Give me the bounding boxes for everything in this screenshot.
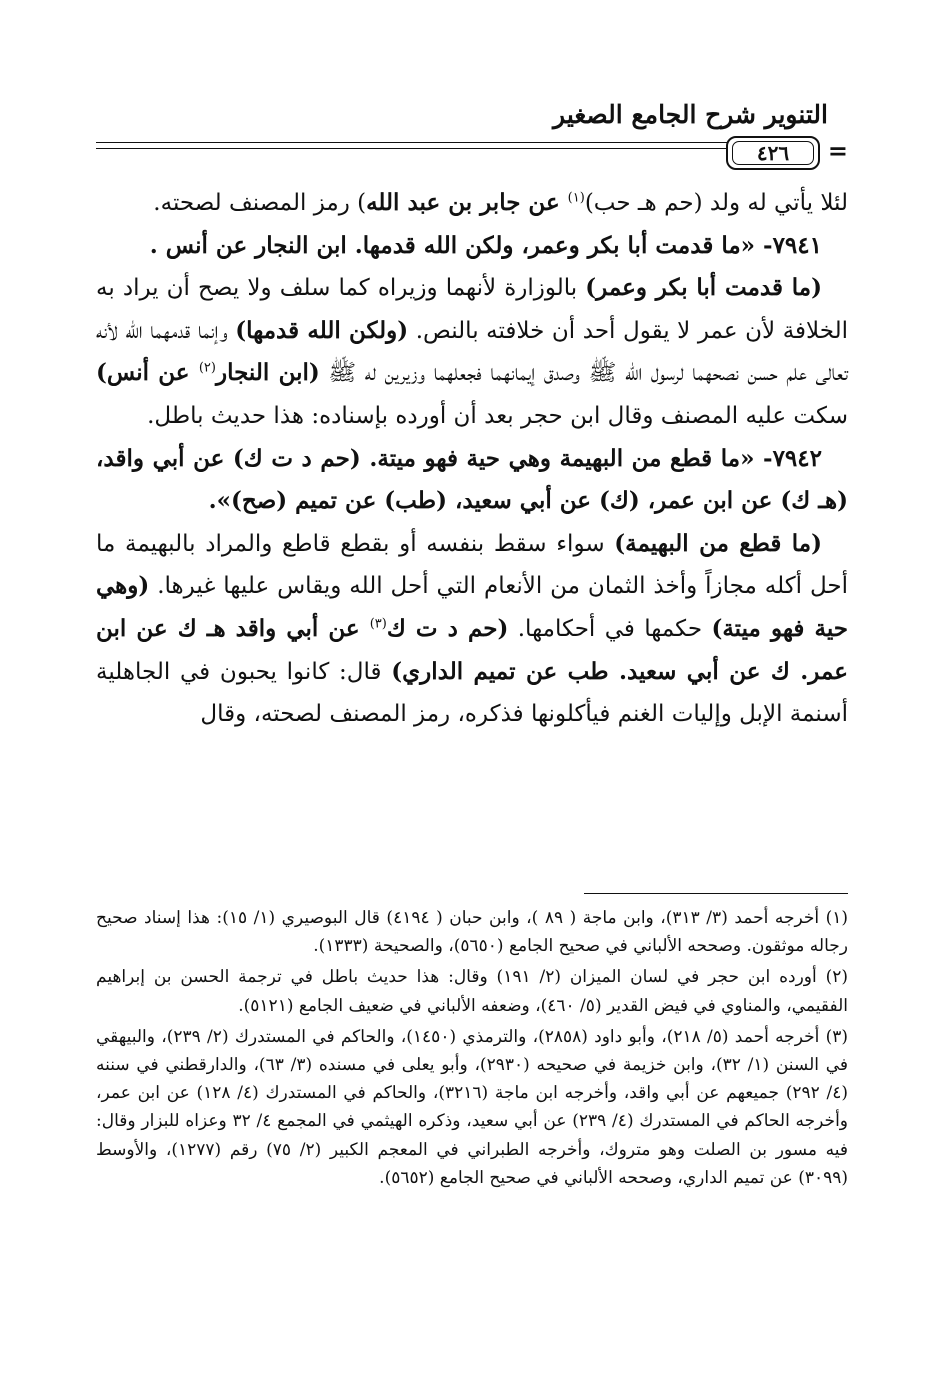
footnote-2 xyxy=(96,963,848,1019)
commentary-7941-text-2: وإنما قدمهما الله لأنه تعالى علم حسن نصحهما لرسول الله ﷺ وصدق إيمانهما فجعلهما وزيرين له ﷺ xyxy=(96,317,848,387)
commentary-7942-source: (حم د ت ك xyxy=(386,614,509,642)
footnote-3-text: أخرجه أحمد (٥/ ٢١٨)، وأبو داود (٢٨٥٨)، والترمذي (١٤٥٠)، والحاكم في المستدرك (٢/ ٢٣٩)، والبيهقي في السنن (١/ ٣٢)، وابن خزيمة في صحيحه (٢٩٣٠)، وأبو يعلى في مسنده (٣/ ٦٣)، والدارقطني في سننه (٤/ ٢٩٢) جميعهم عن أبي واقد، وأخرجه ابن ماجة (٣٢١٦)، والحاكم في المستدرك (٤/ ١٢٨) عن ابن عمر، وأخرجه الحاكم في المستدرك (٤/ ٢٣٩) عن أبي سعيد، وذكره الهيثمي في المجمع ٤/ ٣٢ وعزاه للبزار وقال: فيه مسور بن الصلت وهو متروك، وأخرجه الطبراني في المعجم الكبير (٢/ ٧٥) رقم (١٢٧٧)، والأوسط (٣٠٩٩) عن تميم الداري، وصححه الألباني في صحيح الجامع (٥٦٥٢). xyxy=(96,1026,849,1188)
intro-text: لئلا يأتي له ولد (حم هـ حب) xyxy=(584,190,848,216)
paragraph-intro xyxy=(96,182,848,225)
commentary-7942-quote-1: (ما قطع من البهيمة) xyxy=(614,529,822,557)
hadith-7941: ٧٩٤١- «ما قدمت أبا بكر وعمر، ولكن الله قدمها. ابن النجار عن أنس . xyxy=(149,231,822,259)
commentary-7941-source: (ابن النجار xyxy=(215,359,320,387)
commentary-7941-text-1: بالوزارة لأنهما وزيراه كما سلف ولا يصح أن يراد به الخلافة لأن عمر لا يقول أحد أن خلافته بالنص. xyxy=(96,275,848,344)
footnote-1-number: (١) xyxy=(825,908,848,928)
commentary-7941-text-3: سكت عليه المصنف وقال ابن حجر بعد أن أورده بإسناده: هذا حديث باطل. xyxy=(147,402,848,429)
commentary-7942 xyxy=(96,523,848,736)
header-ornament: = xyxy=(827,136,848,165)
footnote-divider xyxy=(584,893,848,894)
footnote-1-text: أخرجه أحمد (٣/ ٣١٣)، وابن ماجة ( ٨٩ )، وابن حبان ( ٤١٩٤) قال البوصيري (١/ ١٥): هذا إسناد صحيح رجاله موثقون. وصححه الألباني في صحيح الجامع (٥٦٥٠)، والصحيحة (١٣٣٣). xyxy=(96,908,848,957)
header-rule-top xyxy=(96,142,732,143)
footnote-2-text: أورده ابن حجر في لسان الميزان (٢/ ١٩١) وقال: هذا حديث باطل في ترجمة الحسن بن إبراهيم الفقيمي، والمناوي في فيض القدير (٥/ ٤٦٠)، وضعفه الألباني في ضعيف الجامع (٥١٢١). xyxy=(96,967,848,1016)
footnote-3-number: (٣) xyxy=(825,1026,849,1047)
page-header xyxy=(96,98,848,165)
commentary-7942-text-2: حكمها في أحكامها. xyxy=(508,615,712,642)
commentary-7941-narrator: عن أنس) xyxy=(96,359,199,387)
footnote-ref-2: (٢) xyxy=(198,360,216,376)
page-number: ٤٢٦ xyxy=(756,141,790,165)
footnote-2-number: (٢) xyxy=(825,967,849,988)
footnote-ref-1: (١) xyxy=(567,190,585,206)
intro-narrator: عن جابر بن عبد الله xyxy=(366,189,568,216)
commentary-7941-quote-2: (ولكن الله قدمها) xyxy=(235,316,409,344)
footnote-ref-3: (٣) xyxy=(369,616,387,632)
commentary-7942-text-1: سواء سقط بنفسه أو بقطع قاطع والمراد بالبهيمة ما أحل أكله مجازاً وأخذ الثمان من الأنعام التي أحل الله ويقاس عليها غيرها. xyxy=(96,530,848,600)
intro-text-end: ) رمز المصنف لصحته. xyxy=(153,190,367,216)
hadith-7942: ٧٩٤٢- «ما قطع من البهيمة وهي حية فهو ميتة. (حم د ت ك) عن أبي واقد، (هـ ك) عن ابن عمر، (ك) عن أبي سعيد، (طب) عن تميم (صح)». xyxy=(96,444,848,515)
header-rule-bottom xyxy=(96,148,732,149)
footnote-3 xyxy=(96,1023,848,1192)
commentary-7941-quote-1: (ما قدمت أبا بكر وعمر) xyxy=(585,274,822,302)
book-title: التنوير شرح الجامع الصغير xyxy=(553,100,828,129)
commentary-7942-quote-2: (وهي حية فهو ميتة) xyxy=(96,572,848,642)
footnote-1 xyxy=(96,904,848,960)
page-number-box xyxy=(726,136,820,170)
main-text xyxy=(96,182,848,736)
footnotes xyxy=(96,904,848,1195)
commentary-7942-narrators: عن أبي واقد هـ ك عن ابن عمر. ك عن أبي سعيد. طب عن تميم الداري) xyxy=(96,614,848,685)
commentary-7942-text-3: قال: كانوا يحبون في الجاهلية أسنمة الإبل وإليات الغنم فيأكلونها فذكره، رمز المصنف لصحته، وقال xyxy=(96,658,848,728)
commentary-7941 xyxy=(96,267,848,437)
